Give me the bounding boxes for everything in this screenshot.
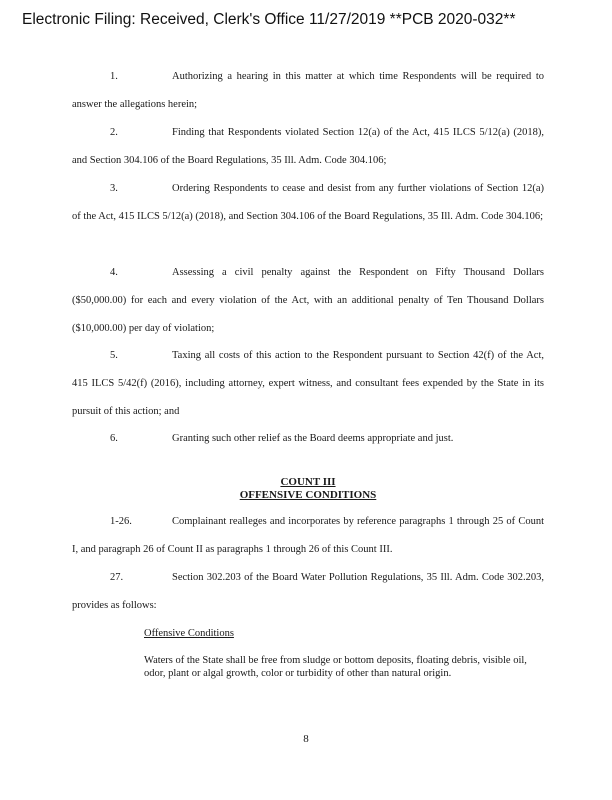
prayer-item-3 xyxy=(72,175,544,231)
item-text: Finding that Respondents violated Section 12(a) of the Act, 415 ILCS 5/12(a) (2018), and Section 304.106 of the Board Regulations, 35 Ill. Adm. Code 304.106; xyxy=(72,127,544,166)
quotation-body: Waters of the State shall be free from sludge or bottom deposits, floating debris, visible oil, odor, plant or algal growth, color or turbidity of other than natural origin. xyxy=(144,655,527,679)
page-number: 8 xyxy=(303,733,309,745)
paragraph-text: Complainant realleges and incorporates by reference paragraphs 1 through 25 of Count I, and paragraph 26 of Count II as paragraphs 1 through 26 of this Count III. xyxy=(72,516,544,555)
prayer-item-5 xyxy=(72,342,544,426)
item-number: 3. xyxy=(110,183,118,194)
count-title: COUNT III xyxy=(280,476,336,488)
item-text: Ordering Respondents to cease and desist from any further violations of Section 12(a) of the Act, 415 ILCS 5/12(a) (2018), and Section 304.106 of the Board Regulations, 35 Ill. Adm. Code 304.106; xyxy=(72,183,544,222)
item-text: Taxing all costs of this action to the Respondent pursuant to Section 42(f) of the Act, 415 ILCS 5/42(f) (2016), including attorney, expert witness, and consultant fees expended by the State in its pursuit of this action; and xyxy=(72,350,544,417)
count-paragraph-27 xyxy=(72,564,544,620)
prayer-item-1 xyxy=(72,63,544,119)
prayer-item-2 xyxy=(72,119,544,175)
paragraph-number: 27. xyxy=(110,572,124,583)
prayer-item-4 xyxy=(72,259,544,343)
paragraph-number: 1-26. xyxy=(110,516,132,527)
item-number: 4. xyxy=(110,267,118,278)
count-subtitle: OFFENSIVE CONDITIONS xyxy=(239,489,377,501)
item-number: 2. xyxy=(110,127,118,138)
item-text: Granting such other relief as the Board deems appropriate and just. xyxy=(172,433,454,444)
item-number: 6. xyxy=(110,433,118,444)
quotation-title: Offensive Conditions xyxy=(144,628,234,639)
item-text: Authorizing a hearing in this matter at which time Respondents will be required to answer the allegations herein; xyxy=(72,71,544,110)
prayer-item-6 xyxy=(72,425,544,453)
item-text: Assessing a civil penalty against the Respondent on Fifty Thousand Dollars ($50,000.00) for each and every violation of the Act, with an additional penalty of Ten Thousand Dollars ($10,000.00) per day of violation; xyxy=(72,267,544,334)
item-number: 1. xyxy=(110,71,118,82)
item-number: 5. xyxy=(110,350,118,361)
count-paragraph-1-26 xyxy=(72,508,544,564)
filing-stamp: Electronic Filing: Received, Clerk's Office 11/27/2019 **PCB 2020-032** xyxy=(22,11,516,28)
paragraph-text: Section 302.203 of the Board Water Pollution Regulations, 35 Ill. Adm. Code 302.203, provides as follows: xyxy=(72,572,544,611)
